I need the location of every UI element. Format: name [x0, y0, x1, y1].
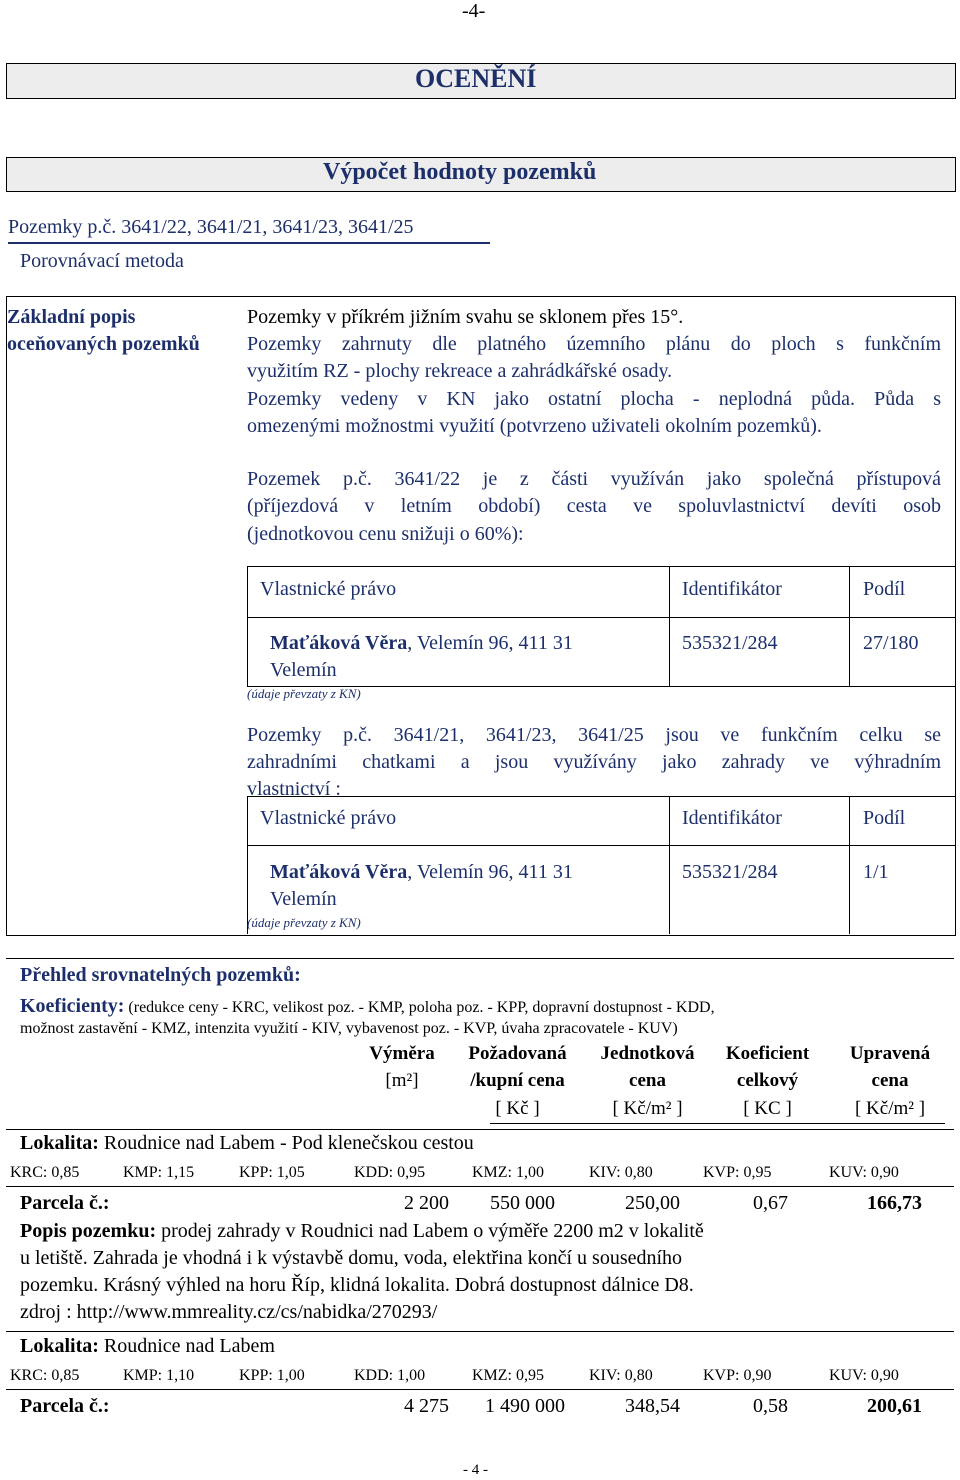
share-cell: 1/1: [863, 861, 889, 883]
area-value: 4 275: [404, 1395, 449, 1417]
description-para2-line: (jednotkovou cenu snižuji o 60%):: [247, 523, 524, 545]
coef-value: KDD: 0,95: [354, 1164, 426, 1181]
coef-total-value: 0,58: [753, 1395, 788, 1417]
section-divider: [6, 958, 954, 959]
owner-cell: Maťáková Věra, Velemín 96, 411 31: [270, 861, 573, 883]
locality-line: Lokalita: Roudnice nad Labem: [20, 1335, 275, 1357]
coef-value: KRC: 0,85: [10, 1367, 80, 1384]
entry-divider: [6, 1331, 954, 1332]
parcels-title-underline: [8, 242, 490, 244]
coef-value: KMZ: 0,95: [472, 1367, 544, 1384]
coef-value: KUV: 0,90: [829, 1367, 899, 1384]
col-price-header: Požadovaná: [468, 1043, 567, 1064]
subsection-title: Výpočet hodnoty pozemků: [323, 159, 597, 185]
parcel-description-line: pozemku. Krásný výhled na horu Říp, klidná lokalita. Dobrá dostupnost dálnice D8.: [20, 1274, 694, 1296]
coefficients-line: možnost zastavění - KMZ, intenzita využití - KIV, vybavenost poz. - KVP, úvaha zpracovatele - KUV): [20, 1020, 678, 1037]
owner-header: Vlastnické právo: [260, 807, 397, 829]
comparison-title: Přehled srovnatelných pozemků:: [20, 964, 301, 986]
coef-total-value: 0,67: [753, 1192, 788, 1214]
page-number-top: -4-: [462, 0, 486, 22]
coef-value: KMP: 1,10: [123, 1367, 195, 1384]
col-adjusted-header2: cena: [871, 1070, 909, 1091]
coef-value: KDD: 1,00: [354, 1367, 426, 1384]
coef-value: KPP: 1,05: [239, 1164, 305, 1181]
description-label-line1: Základní popis: [7, 306, 136, 328]
col-unit-price-header: Jednotková: [600, 1043, 695, 1064]
locality-line: Lokalita: Roudnice nad Labem - Pod klenečskou cestou: [20, 1132, 474, 1154]
col-unit-price-header2: cena: [629, 1070, 666, 1091]
source-note: (údaje převzaty z KN): [247, 686, 361, 701]
coefficients-line: Koeficienty: (redukce ceny - KRC, velikost poz. - KMP, poloha poz. - KPP, dopravní dostupnost - KDD,: [20, 995, 715, 1017]
col-area-header: Výměra: [369, 1043, 435, 1064]
description-para3-line: Pozemky p.č. 3641/21, 3641/23, 3641/25 jsou ve funkčním celku se: [247, 724, 941, 746]
col-unit-price-unit: [ Kč/m² ]: [612, 1098, 683, 1119]
source-note: (údaje převzaty z KN): [247, 915, 361, 930]
identifier-header: Identifikátor: [682, 807, 782, 829]
description-para2-line: (příjezdová v letním období) cesta ve spoluvlastnictví devíti osob: [247, 495, 941, 517]
identifier-header: Identifikátor: [682, 578, 782, 600]
source-link[interactable]: zdroj : http://www.mmreality.cz/cs/nabidka/270293/: [20, 1301, 438, 1323]
entry-divider: [6, 1186, 954, 1187]
coef-value: KMZ: 1,00: [472, 1164, 544, 1181]
coef-value: KMP: 1,15: [123, 1164, 195, 1181]
identifier-cell: 535321/284: [682, 861, 778, 883]
section-title: OCENĚNÍ: [415, 64, 537, 93]
price-value: 550 000: [490, 1192, 555, 1214]
table-divider: [669, 797, 670, 934]
description-line: využitím RZ - plochy rekreace a zahrádkářské osady.: [247, 360, 673, 382]
owner-header: Vlastnické právo: [260, 578, 397, 600]
table-divider: [669, 567, 670, 686]
col-price-unit: [ Kč ]: [495, 1098, 540, 1119]
description-label-line2: oceňovaných pozemků: [7, 333, 200, 355]
coef-value: KIV: 0,80: [589, 1164, 653, 1181]
owner-city: Velemín: [270, 659, 337, 681]
parcel-label: Parcela č.:: [20, 1395, 110, 1417]
table-divider: [849, 797, 850, 934]
owner-city: Velemín: [270, 888, 337, 910]
owner-cell: Maťáková Věra, Velemín 96, 411 31: [270, 632, 573, 654]
description-para3-line: vlastnictví :: [247, 778, 341, 800]
description-line: omezenými možnostmi využití (potvrzeno uživateli okolním pozemků).: [247, 415, 822, 437]
description-line: Pozemky vedeny v KN jako ostatní plocha - neplodná půda. Půda s: [247, 388, 941, 410]
coef-value: KVP: 0,95: [703, 1164, 772, 1181]
area-value: 2 200: [404, 1192, 449, 1214]
coef-value: KIV: 0,80: [589, 1367, 653, 1384]
col-coef-header: Koeficient: [725, 1043, 810, 1064]
col-adjusted-header: Upravená: [849, 1043, 931, 1064]
unit-price-value: 250,00: [625, 1192, 680, 1214]
col-price-header2: /kupní cena: [470, 1070, 565, 1091]
header-underline: [490, 1123, 945, 1124]
price-value: 1 490 000: [485, 1395, 565, 1417]
coef-value: KUV: 0,90: [829, 1164, 899, 1181]
entry-divider: [6, 1389, 954, 1390]
coef-value: KRC: 0,85: [10, 1164, 80, 1181]
share-header: Podíl: [863, 578, 906, 600]
col-coef-header2: celkový: [736, 1070, 799, 1091]
parcel-description-line: Popis pozemku: prodej zahrady v Roudnici nad Labem o výměře 2200 m2 v lokalitě: [20, 1220, 704, 1242]
share-cell: 27/180: [863, 632, 919, 654]
adjusted-price-value: 166,73: [867, 1192, 922, 1214]
adjusted-price-value: 200,61: [867, 1395, 922, 1417]
share-header: Podíl: [863, 807, 906, 829]
coef-value: KVP: 0,90: [703, 1367, 772, 1384]
parcels-title: Pozemky p.č. 3641/22, 3641/21, 3641/23, 3641/25: [8, 216, 414, 238]
valuation-method: Porovnávací metoda: [20, 250, 184, 272]
description-line: Pozemky v příkrém jižním svahu se sklonem přes 15°.: [247, 306, 684, 328]
parcel-description-line: u letiště. Zahrada je vhodná i k výstavbě domu, voda, elektřina končí u sousedního: [20, 1247, 683, 1269]
description-para2-line: Pozemek p.č. 3641/22 je z části využíván jako společná přístupová: [247, 468, 941, 490]
col-area-unit: [m²]: [385, 1070, 419, 1091]
unit-price-value: 348,54: [625, 1395, 680, 1417]
parcel-label: Parcela č.:: [20, 1192, 110, 1214]
col-adjusted-unit: [ Kč/m² ]: [854, 1098, 926, 1119]
description-para3-line: zahradními chatkami a jsou využívány jako zahrady ve výhradním: [247, 751, 941, 773]
col-coef-unit: [ KC ]: [743, 1098, 792, 1119]
identifier-cell: 535321/284: [682, 632, 778, 654]
entry-divider: [6, 1129, 954, 1130]
description-line: Pozemky zahrnuty dle platného územního plánu do ploch s funkčním: [247, 333, 941, 355]
coef-value: KPP: 1,00: [239, 1367, 305, 1384]
page-number-bottom: - 4 -: [463, 1462, 488, 1478]
table-divider: [849, 567, 850, 686]
